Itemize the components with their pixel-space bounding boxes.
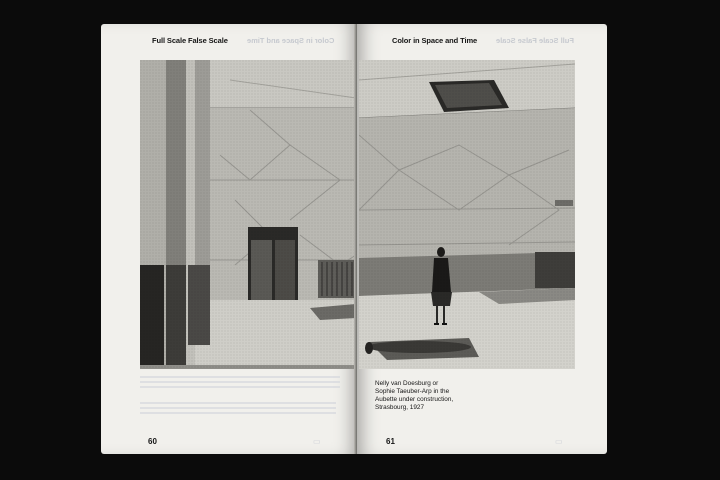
right-page-number-show-through: ▭ bbox=[555, 437, 563, 446]
right-photo bbox=[359, 60, 575, 369]
right-photo-image bbox=[359, 60, 575, 369]
photo-caption: Nelly van Doesburg or Sophie Taeuber-Arp in the Aubette under construction, Strasbourg, 1927 bbox=[375, 380, 454, 411]
left-page-number-show-through: ▭ bbox=[313, 437, 321, 446]
right-page-number: 61 bbox=[386, 437, 395, 446]
left-page bbox=[101, 24, 357, 454]
open-book bbox=[101, 24, 607, 456]
left-show-through-text-1 bbox=[140, 376, 340, 388]
right-page bbox=[357, 24, 607, 454]
left-show-through-text-2 bbox=[140, 402, 336, 414]
left-running-title: Full Scale False Scale bbox=[152, 36, 228, 45]
left-show-through-title: Color in Space and Time bbox=[247, 36, 335, 45]
right-running-title: Color in Space and Time bbox=[392, 36, 478, 45]
left-photo-image bbox=[140, 60, 356, 369]
left-page-number: 60 bbox=[148, 437, 157, 446]
left-photo bbox=[140, 60, 356, 369]
right-show-through-title: Full Scale False Scale bbox=[496, 36, 574, 45]
